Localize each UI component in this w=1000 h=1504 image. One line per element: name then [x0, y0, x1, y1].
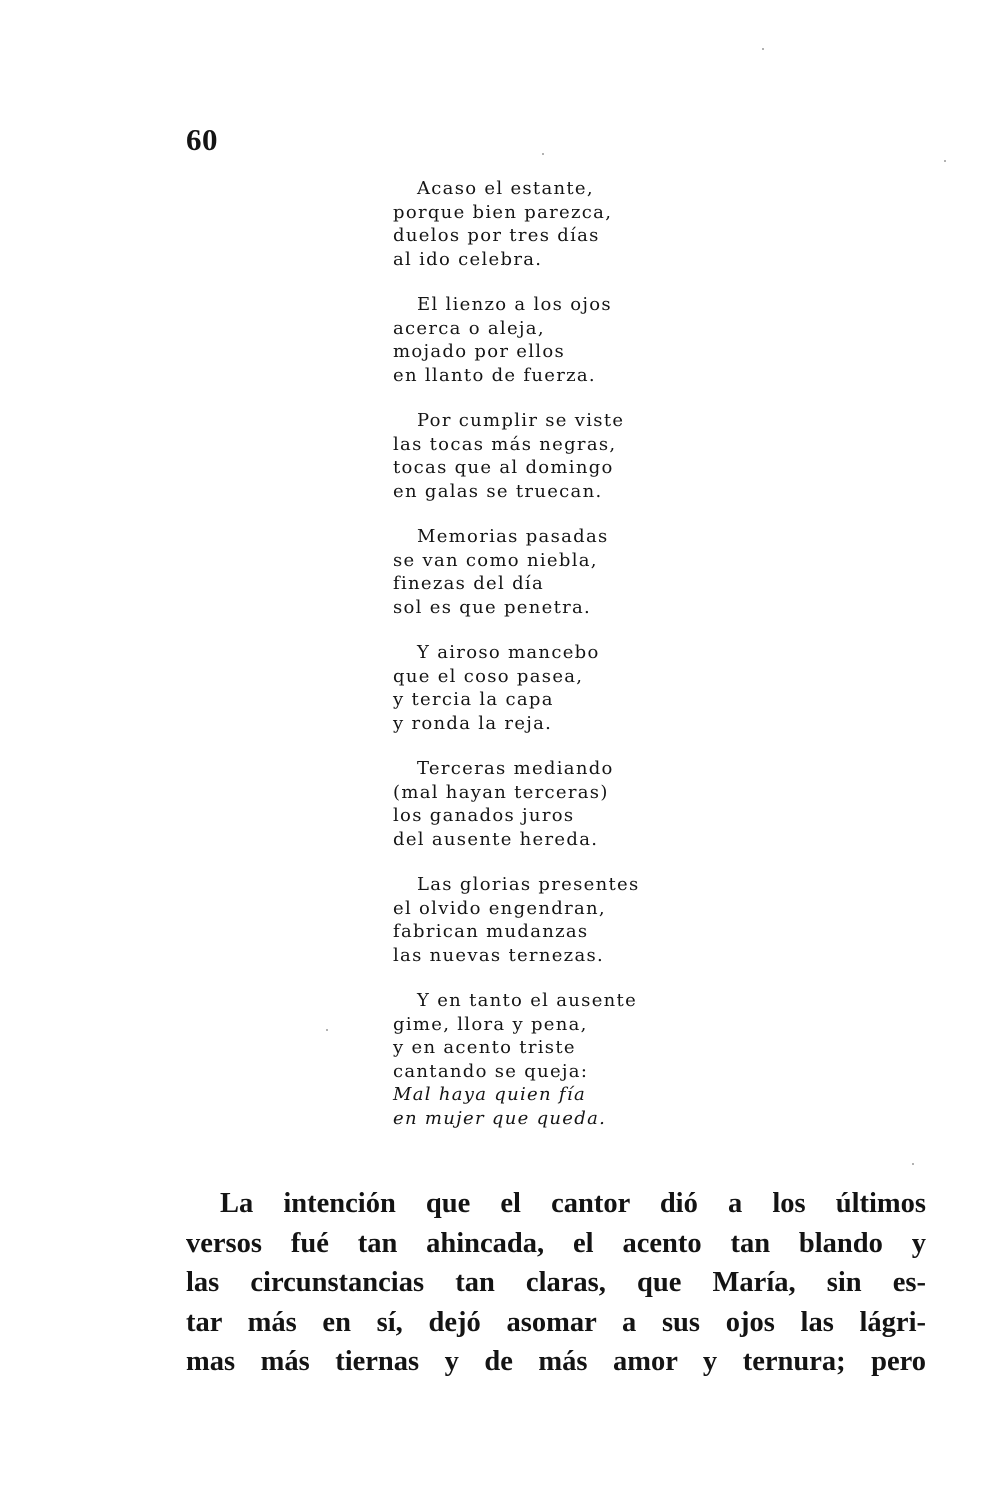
prose-line: las circunstancias tan claras, que María, sin es-: [186, 1267, 926, 1298]
poem-line: porque bien parezca,: [393, 201, 613, 223]
poem-line: Acaso el estante,: [417, 178, 594, 199]
poem-line: las tocas más negras,: [393, 433, 617, 455]
poem-line: cantando se queja:: [393, 1060, 589, 1082]
poem-line: Memorias pasadas: [417, 526, 609, 547]
poem-line-italic: Mal haya quien fía: [393, 1084, 586, 1105]
prose-line: tar más en sí, dejó asomar a sus ojos las lágri-: [186, 1306, 926, 1338]
poem-stanza-1: [393, 177, 713, 271]
print-speck: [944, 160, 946, 162]
poem-line: del ausente hereda.: [393, 828, 599, 850]
print-speck: [762, 48, 764, 50]
poem-line: se van como niebla,: [393, 549, 598, 571]
poem-line: mojado por ellos: [393, 341, 566, 362]
poem-line: en galas se truecan.: [393, 480, 603, 502]
poem-stanza-2: [393, 293, 713, 387]
prose-line: La intención que el cantor dió a los últimos: [220, 1188, 926, 1219]
poem-line: duelos por tres días: [393, 225, 600, 246]
poem-line: Y en tanto el ausente: [417, 990, 638, 1011]
poem-line: el olvido engendran,: [393, 897, 606, 919]
poem-stanza-6: [393, 757, 713, 851]
poem-line: fabrican mudanzas: [393, 921, 589, 942]
poem-line: y en acento triste: [393, 1037, 576, 1058]
poem-line: en llanto de fuerza.: [393, 364, 596, 386]
poem-line: Terceras mediando: [417, 758, 614, 779]
poem-line: acerca o aleja,: [393, 317, 545, 339]
poem-line: Las glorias presentes: [417, 874, 640, 895]
poem-line-italic: en mujer que queda.: [393, 1107, 607, 1129]
page-number: 60: [186, 122, 218, 157]
prose-line: versos fué tan ahincada, el acento tan blando y: [186, 1227, 926, 1259]
prose-line: mas más tiernas y de más amor y ternura; pero: [186, 1346, 926, 1377]
poem-stanza-4: [393, 525, 713, 619]
poem-line: tocas que al domingo: [393, 457, 614, 478]
poem-stanza-5: [393, 641, 713, 735]
print-speck: [912, 1163, 914, 1165]
poem-line: Y airoso mancebo: [417, 642, 600, 663]
poem-line: sol es que penetra.: [393, 596, 592, 618]
poem-line: que el coso pasea,: [393, 665, 584, 687]
poem-line: El lienzo a los ojos: [417, 294, 612, 315]
poem-line: gime, llora y pena,: [393, 1013, 588, 1035]
poem-stanza-8: [393, 989, 713, 1130]
poem-line: las nuevas ternezas.: [393, 944, 605, 966]
poem-line: finezas del día: [393, 573, 545, 594]
poem-stanza-3: [393, 409, 713, 503]
prose-paragraph: [186, 1184, 926, 1382]
print-speck: [326, 1029, 328, 1031]
poem-line: al ido celebra.: [393, 248, 543, 270]
poem: [393, 177, 713, 1152]
poem-line: (mal hayan terceras): [393, 781, 609, 803]
poem-line: los ganados juros: [393, 805, 575, 826]
print-speck: [542, 153, 544, 155]
poem-line: y ronda la reja.: [393, 712, 553, 734]
poem-stanza-7: [393, 873, 713, 967]
poem-line: y tercia la capa: [393, 689, 554, 710]
poem-line: Por cumplir se viste: [417, 410, 625, 431]
